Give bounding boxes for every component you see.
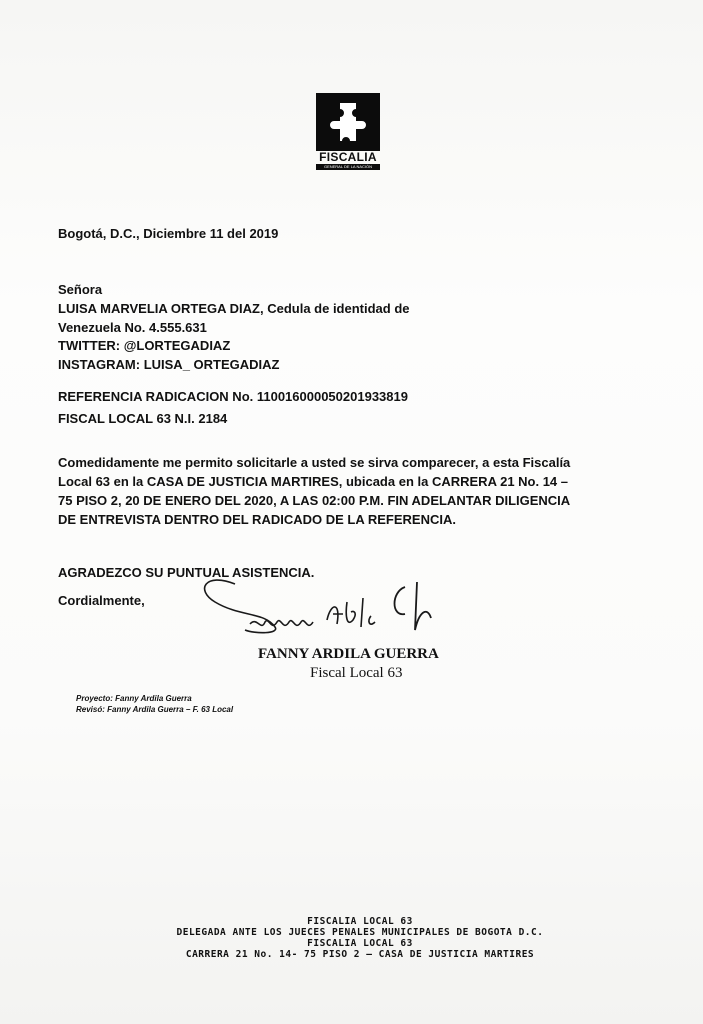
date-line: Bogotá, D.C., Diciembre 11 del 2019 xyxy=(58,226,279,241)
recipient-instagram: INSTAGRAM: LUISA_ ORTEGADIAZ xyxy=(58,357,280,372)
puzzle-piece-icon xyxy=(316,93,380,151)
footer-line: FISCALIA LOCAL 63 xyxy=(307,916,413,927)
closing-regards: Cordialmente, xyxy=(58,593,145,608)
fiscalia-logo xyxy=(316,93,380,171)
signer-name: FANNY ARDILA GUERRA xyxy=(258,646,439,662)
closing-thanks: AGRADEZCO SU PUNTUAL ASISTENCIA. xyxy=(58,565,315,580)
reference-number: REFERENCIA RADICACION No. 110016000050201933819 xyxy=(58,389,408,404)
footer xyxy=(100,916,620,960)
recipient-twitter: TWITTER: @LORTEGADIAZ xyxy=(58,338,231,353)
footer-line: CARRERA 21 No. 14- 75 PISO 2 – CASA DE JUSTICIA MARTIRES xyxy=(185,949,535,960)
logo-subtext: GENERAL DE LA NACIÓN xyxy=(316,164,380,170)
handwritten-signature xyxy=(195,572,445,657)
body-line: 75 PISO 2, 20 DE ENERO DEL 2020, A LAS 02:00 P.M. FIN ADELANTAR DILIGENCIA xyxy=(58,493,571,508)
footer-line: DELEGADA ANTE LOS JUECES PENALES MUNICIPALES DE BOGOTA D.C. xyxy=(176,927,544,938)
projected-by-note: Proyecto: Fanny Ardila Guerra xyxy=(76,694,192,703)
logo-text: FISCALIA xyxy=(319,150,377,164)
recipient-id: Venezuela No. 4.555.631 xyxy=(58,320,207,335)
recipient-name: LUISA MARVELIA ORTEGA DIAZ, Cedula de identidad de xyxy=(58,301,410,316)
reference-fiscal: FISCAL LOCAL 63 N.I. 2184 xyxy=(58,411,228,426)
reviewed-by-note: Revisó: Fanny Ardila Guerra – F. 63 Local xyxy=(76,705,234,714)
body-line: Comedidamente me permito solicitarle a usted se sirva comparecer, a esta Fiscalía xyxy=(58,455,571,470)
body-line: Local 63 en la CASA DE JUSTICIA MARTIRES, ubicada en la CARRERA 21 No. 14 – xyxy=(58,474,569,489)
body-line: DE ENTREVISTA DENTRO DEL RADICADO DE LA REFERENCIA. xyxy=(58,512,456,527)
signer-role: Fiscal Local 63 xyxy=(310,665,403,681)
salutation: Señora xyxy=(58,282,103,297)
body-paragraph xyxy=(58,453,658,529)
footer-line: FISCALIA LOCAL 63 xyxy=(307,938,413,949)
